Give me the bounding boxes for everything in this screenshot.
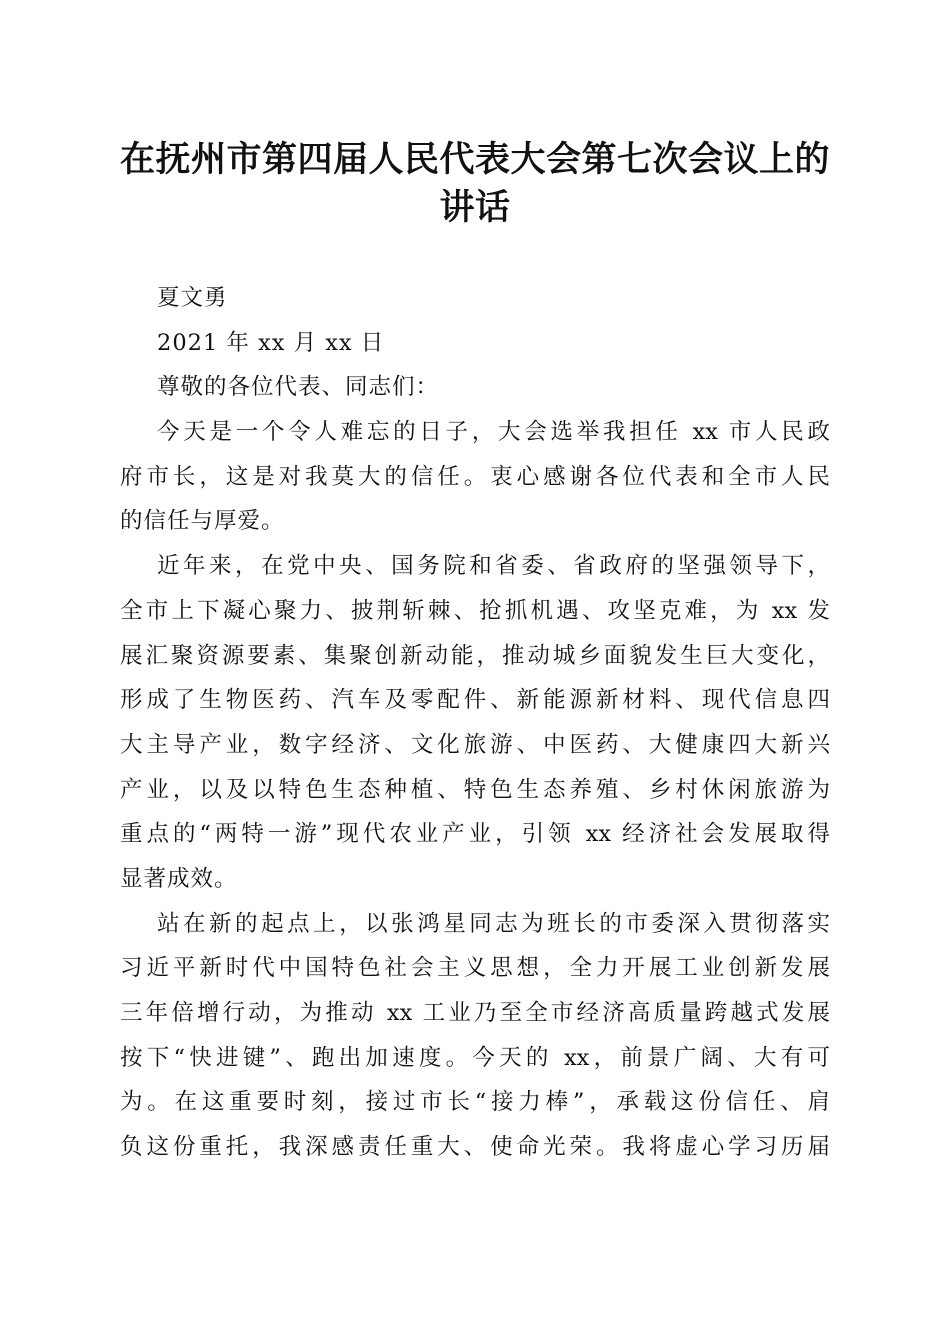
paragraph-line: 三年倍增行动，为推动 xx 工业乃至全市经济高质量跨越式发展: [120, 1000, 830, 1026]
paragraph-line: 全市上下凝心聚力、披荆斩棘、抢抓机遇、攻坚克难，为 xx 发: [120, 597, 830, 624]
title-line-2: 讲话: [439, 188, 511, 228]
paragraph-3: [120, 902, 830, 1170]
paragraph-line: 的信任与厚爱。: [120, 508, 285, 535]
paragraph-line: 负这份重托，我深感责任重大、使命光荣。我将虚心学习历届: [120, 1134, 830, 1161]
paragraph-line: 展汇聚资源要素、集聚创新动能，推动城乡面貌发生巨大变化，: [120, 642, 830, 669]
paragraph-line: 今天是一个令人难忘的日子，大会选举我担任 xx 市人民政: [157, 419, 830, 446]
paragraph-line: 府市长，这是对我莫大的信任。衷心感谢各位代表和全市人民: [120, 463, 830, 490]
paragraph-line: 大主导产业，数字经济、文化旅游、中医药、大健康四大新兴: [120, 731, 830, 758]
paragraph-2: [120, 544, 830, 902]
author-name: 夏文勇: [157, 285, 228, 311]
speech-date: 2021 年 xx 月 xx 日: [157, 329, 385, 356]
paragraph-line: 按下“快进键”、跑出加速度。今天的 xx，前景广阔、大有可: [120, 1044, 830, 1071]
paragraph-line: 形成了生物医药、汽车及零配件、新能源新材料、现代信息四: [120, 687, 830, 714]
paragraph-line: 显著成效。: [120, 865, 238, 892]
paragraph-line: 习近平新时代中国特色社会主义思想，全力开展工业创新发展: [120, 955, 830, 982]
salutation: 尊敬的各位代表、同志们：: [157, 374, 440, 401]
paragraph-line: 近年来，在党中央、国务院和省委、省政府的坚强领导下，: [157, 553, 830, 580]
paragraph-1: [120, 410, 830, 544]
paragraph-line: 重点的“两特一游”现代农业产业，引领 xx 经济社会发展取得: [120, 821, 830, 848]
document-title: [100, 136, 850, 232]
document-body: [120, 276, 830, 1170]
title-line-1: 在抚州市第四届人民代表大会第七次会议上的: [119, 140, 830, 180]
paragraph-line: 产业，以及以特色生态种植、特色生态养殖、乡村休闲旅游为: [120, 776, 830, 803]
paragraph-line: 站在新的起点上，以张鸿星同志为班长的市委深入贯彻落实: [157, 910, 830, 937]
paragraph-line: 为。在这重要时刻，接过市长“接力棒”，承载这份信任、肩: [120, 1089, 830, 1116]
